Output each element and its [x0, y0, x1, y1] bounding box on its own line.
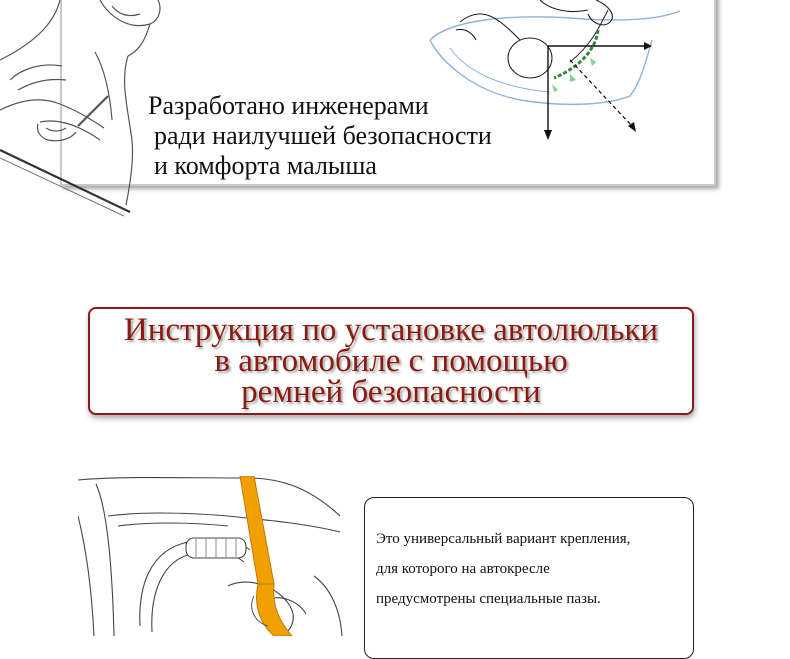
banner-caption: [148, 91, 568, 181]
title-line: Инструкция по установке автолюльки: [123, 312, 659, 348]
info-text: [376, 524, 630, 614]
banner-caption-line: ради наилучшей безопасности: [154, 121, 492, 150]
car-seat-belt-illustration: [78, 476, 348, 636]
info-line: для которого на автокресле: [376, 561, 550, 577]
instruction-title-box: [88, 307, 694, 415]
info-line: предусмотрены специальные пазы.: [376, 591, 601, 607]
info-line: Это универсальный вариант крепления,: [376, 531, 631, 547]
banner-caption-line: и комфорта малыша: [154, 151, 377, 180]
title-line: в автомобиле с помощью: [214, 343, 568, 379]
banner-caption-line: Разработано инженерами: [148, 91, 429, 120]
title-line: ремней безопасности: [241, 374, 541, 410]
instruction-title: [90, 312, 692, 410]
info-box: [364, 497, 694, 659]
